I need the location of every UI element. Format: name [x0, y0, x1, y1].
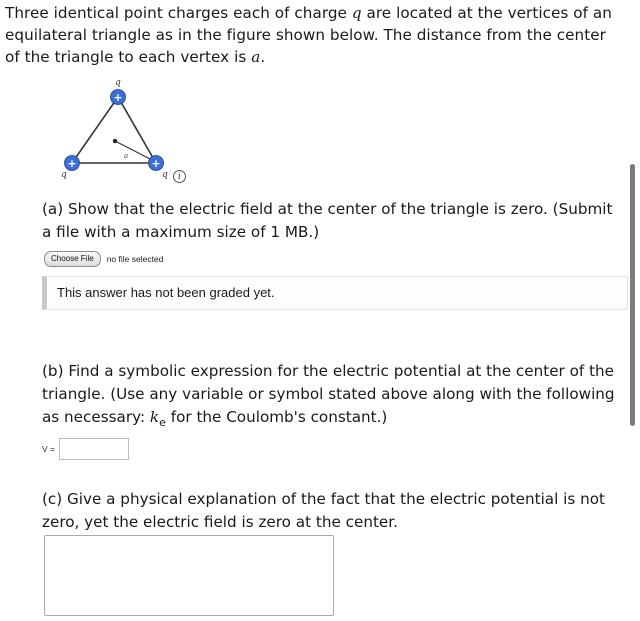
- svg-text:+: +: [67, 157, 77, 170]
- part-c-question: (c) Give a physical explanation of the fact that the electric potential is not zero, yet the electric field is zero at the center.: [42, 490, 605, 531]
- file-upload-row: [44, 251, 163, 267]
- charge-label-left: q: [61, 170, 67, 180]
- file-status: no file selected: [106, 254, 164, 264]
- potential-input[interactable]: [59, 438, 129, 460]
- potential-answer-row: [42, 437, 129, 461]
- triangle-figure: [55, 75, 205, 185]
- graded-status-message: This answer has not been graded yet.: [42, 276, 628, 310]
- a-symbol: a: [251, 48, 261, 66]
- distance-label-a: a: [124, 152, 129, 160]
- charge-top: [111, 90, 126, 105]
- choose-file-button[interactable]: Choose File: [44, 251, 101, 267]
- problem-statement: Three identical point charges each of charge q are located at the vertices of an equilateral triangle as in the figure shown below. The distance from the center of the triangle to each vertex is a.: [5, 4, 612, 66]
- explanation-textarea[interactable]: [44, 535, 334, 616]
- svg-text:+: +: [151, 157, 161, 170]
- charge-label-top: q: [115, 78, 121, 88]
- charge-right: [149, 156, 164, 171]
- triangle-side-left: [72, 97, 118, 163]
- ke-subscript: e: [159, 416, 166, 429]
- svg-text:+: +: [113, 91, 123, 104]
- center-dot: [113, 139, 117, 143]
- info-icon[interactable]: i: [173, 170, 186, 183]
- ke-symbol: k: [149, 408, 160, 426]
- scrollbar-thumb[interactable]: [630, 164, 635, 426]
- charge-label-right: q: [162, 170, 168, 180]
- v-label: V =: [42, 444, 55, 454]
- part-a-question: (a) Show that the electric field at the center of the triangle is zero. (Submit a file with a maximum size of 1 MB.): [42, 200, 613, 241]
- charge-left: [65, 156, 80, 171]
- q-symbol: q: [351, 4, 362, 22]
- part-b-question: (b) Find a symbolic expression for the electric potential at the center of the triangle. (Use any variable or symbol stated above along with the following as necessary: $k_e$ for the Coulomb's constant.): [42, 362, 615, 429]
- center-to-vertex-line: [115, 141, 152, 160]
